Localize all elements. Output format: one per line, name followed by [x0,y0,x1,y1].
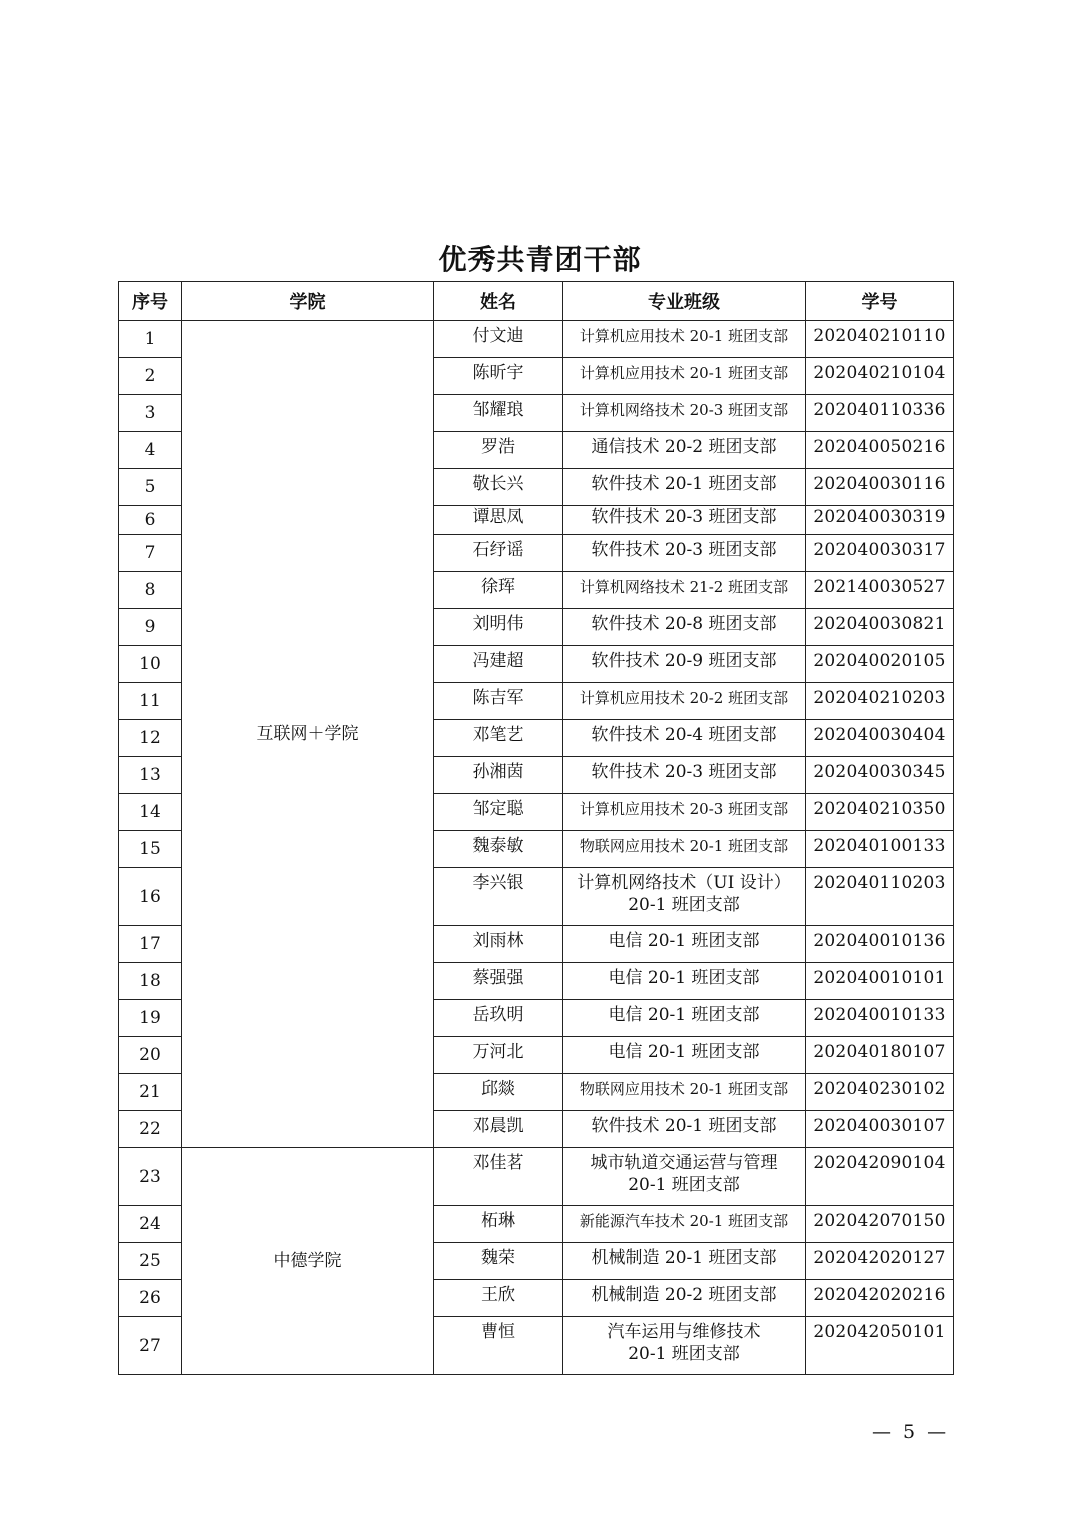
class-line: 通信技术 20-2 班团支部 [591,437,777,457]
student-name: 罗浩 [434,432,563,469]
student-name: 柘琳 [434,1206,563,1243]
student-id: 202040210203 [806,683,954,720]
class-cell [563,1111,806,1148]
student-id: 202040030319 [806,506,954,535]
roster-table [118,281,954,1375]
student-id: 202040100133 [806,831,954,868]
class-line: 机械制造 20-2 班团支部 [591,1285,777,1305]
class-cell [563,868,806,926]
student-id: 202040230102 [806,1074,954,1111]
class-line: 软件技术 20-9 班团支部 [591,651,777,671]
class-line: 软件技术 20-3 班团支部 [591,507,777,527]
student-name: 李兴银 [434,868,563,926]
student-id: 202042090104 [806,1148,954,1206]
class-cell [563,432,806,469]
class-line-2: 20-1 班团支部 [628,1344,740,1364]
header-name: 姓名 [434,282,563,321]
class-cell [563,535,806,572]
student-name: 陈吉军 [434,683,563,720]
class-cell [563,321,806,358]
header-id: 学号 [806,282,954,321]
row-number: 7 [119,535,182,572]
class-cell [563,646,806,683]
student-name: 石纾谣 [434,535,563,572]
student-id: 202040030317 [806,535,954,572]
header-class: 专业班级 [563,282,806,321]
row-number: 13 [119,757,182,794]
class-line: 物联网应用技术 20-1 班团支部 [579,837,789,855]
class-line: 新能源汽车技术 20-1 班团支部 [579,1212,789,1230]
student-name: 谭思凤 [434,506,563,535]
class-line: 软件技术 20-3 班团支部 [591,762,777,782]
class-line: 计算机应用技术 20-1 班团支部 [579,327,789,345]
row-number: 26 [119,1280,182,1317]
class-line: 汽车运用与维修技术 [607,1322,761,1342]
student-name: 万河北 [434,1037,563,1074]
table-row [119,1148,954,1206]
class-cell [563,572,806,609]
roster-body [119,321,954,1375]
row-number: 2 [119,358,182,395]
student-id: 202140030527 [806,572,954,609]
college-cell: 中德学院 [182,1148,434,1375]
class-cell [563,1206,806,1243]
student-name: 邹耀琅 [434,395,563,432]
student-id: 202042020216 [806,1280,954,1317]
page-number: — 5 — [872,1421,950,1443]
student-name: 陈昕宇 [434,358,563,395]
student-name: 曹恒 [434,1317,563,1375]
row-number: 25 [119,1243,182,1280]
class-line: 计算机网络技术 20-3 班团支部 [579,401,789,419]
student-name: 魏泰敏 [434,831,563,868]
student-id: 202040010101 [806,963,954,1000]
student-name: 魏荣 [434,1243,563,1280]
row-number: 9 [119,609,182,646]
student-id: 202040030821 [806,609,954,646]
student-id: 202042050101 [806,1317,954,1375]
row-number: 1 [119,321,182,358]
student-name: 邓佳茗 [434,1148,563,1206]
row-number: 27 [119,1317,182,1375]
row-number: 14 [119,794,182,831]
student-name: 付文迪 [434,321,563,358]
student-name: 王欣 [434,1280,563,1317]
class-line: 计算机网络技术（UI 设计） [577,873,791,893]
header-no: 序号 [119,282,182,321]
row-number: 5 [119,469,182,506]
row-number: 8 [119,572,182,609]
student-id: 202040010133 [806,1000,954,1037]
student-name: 邓笔艺 [434,720,563,757]
class-cell [563,683,806,720]
class-line: 计算机应用技术 20-3 班团支部 [579,800,789,818]
class-cell [563,1317,806,1375]
class-line: 软件技术 20-3 班团支部 [591,540,777,560]
class-cell [563,1000,806,1037]
student-id: 202040180107 [806,1037,954,1074]
row-number: 16 [119,868,182,926]
class-cell [563,720,806,757]
class-cell [563,1148,806,1206]
class-line-2: 20-1 班团支部 [628,895,740,915]
class-cell [563,395,806,432]
class-line: 计算机应用技术 20-2 班团支部 [579,689,789,707]
student-name: 岳玖明 [434,1000,563,1037]
class-line: 软件技术 20-1 班团支部 [591,474,777,494]
row-number: 10 [119,646,182,683]
class-cell [563,1280,806,1317]
student-name: 邹定聪 [434,794,563,831]
header-college: 学院 [182,282,434,321]
row-number: 21 [119,1074,182,1111]
class-line: 城市轨道交通运营与管理 [590,1153,778,1173]
class-cell [563,757,806,794]
student-name: 冯建超 [434,646,563,683]
student-id: 202040110203 [806,868,954,926]
class-cell [563,358,806,395]
class-cell [563,1037,806,1074]
row-number: 22 [119,1111,182,1148]
row-number: 24 [119,1206,182,1243]
student-name: 刘明伟 [434,609,563,646]
class-line: 计算机网络技术 21-2 班团支部 [579,578,789,596]
student-id: 202040030116 [806,469,954,506]
student-name: 敬长兴 [434,469,563,506]
class-line: 计算机应用技术 20-1 班团支部 [579,364,789,382]
student-name: 刘雨林 [434,926,563,963]
row-number: 11 [119,683,182,720]
row-number: 17 [119,926,182,963]
student-id: 202040110336 [806,395,954,432]
row-number: 18 [119,963,182,1000]
row-number: 12 [119,720,182,757]
student-id: 202040030107 [806,1111,954,1148]
class-line: 电信 20-1 班团支部 [608,968,760,988]
row-number: 15 [119,831,182,868]
class-cell [563,831,806,868]
table-header-row [119,282,954,321]
table-row [119,321,954,358]
class-line: 机械制造 20-1 班团支部 [591,1248,777,1268]
page-title: 优秀共青团干部 [438,243,642,276]
class-line: 物联网应用技术 20-1 班团支部 [579,1080,789,1098]
class-cell [563,609,806,646]
class-line-2: 20-1 班团支部 [628,1175,740,1195]
student-name: 邱燚 [434,1074,563,1111]
class-line: 软件技术 20-4 班团支部 [591,725,777,745]
student-id: 202040210104 [806,358,954,395]
class-cell [563,794,806,831]
class-cell [563,469,806,506]
class-line: 软件技术 20-1 班团支部 [591,1116,777,1136]
student-name: 邓晨凯 [434,1111,563,1148]
student-name: 孙湘茵 [434,757,563,794]
college-cell: 互联网＋学院 [182,321,434,1148]
class-line: 软件技术 20-8 班团支部 [591,614,777,634]
row-number: 3 [119,395,182,432]
student-id: 202040020105 [806,646,954,683]
student-id: 202042020127 [806,1243,954,1280]
row-number: 19 [119,1000,182,1037]
student-id: 202040010136 [806,926,954,963]
row-number: 23 [119,1148,182,1206]
student-name: 徐珲 [434,572,563,609]
row-number: 4 [119,432,182,469]
student-name: 蔡强强 [434,963,563,1000]
class-cell [563,1074,806,1111]
student-id: 202040210110 [806,321,954,358]
class-cell [563,926,806,963]
class-cell [563,506,806,535]
class-line: 电信 20-1 班团支部 [608,1042,760,1062]
row-number: 20 [119,1037,182,1074]
student-id: 202040030404 [806,720,954,757]
student-id: 202040030345 [806,757,954,794]
student-id: 202040210350 [806,794,954,831]
class-cell [563,1243,806,1280]
row-number: 6 [119,506,182,535]
student-id: 202040050216 [806,432,954,469]
class-line: 电信 20-1 班团支部 [608,1005,760,1025]
student-id: 202042070150 [806,1206,954,1243]
class-line: 电信 20-1 班团支部 [608,931,760,951]
class-cell [563,963,806,1000]
